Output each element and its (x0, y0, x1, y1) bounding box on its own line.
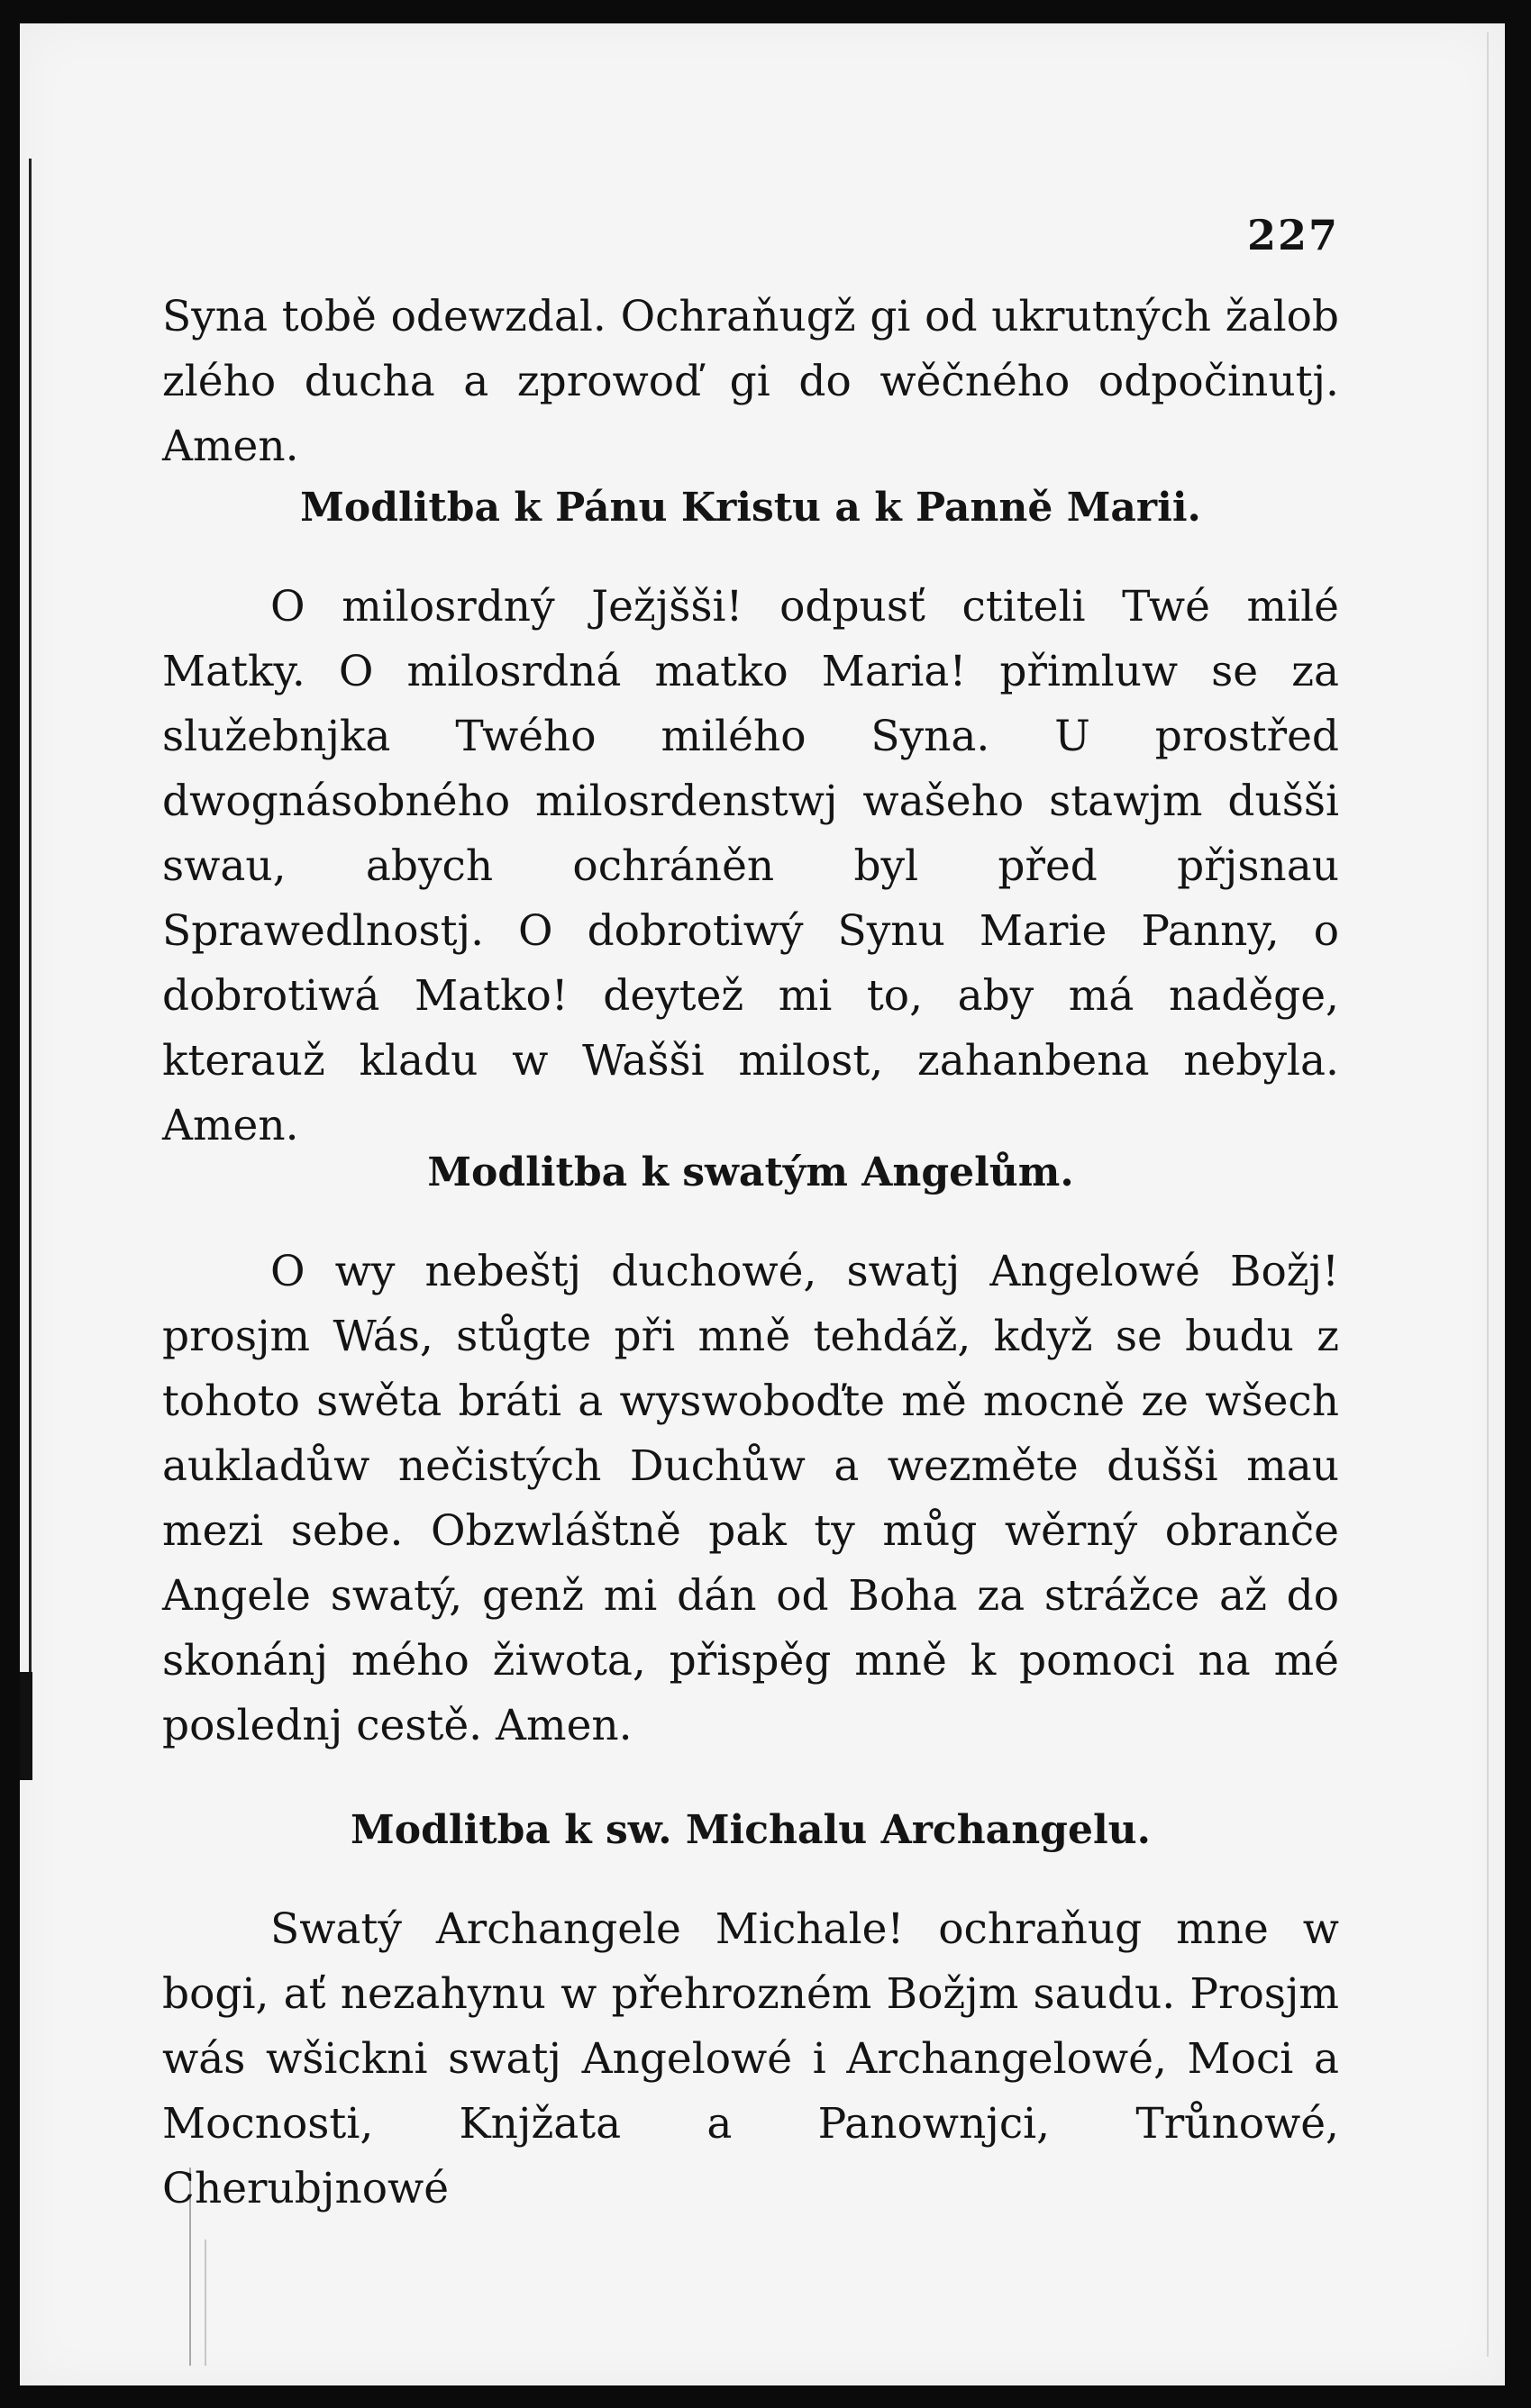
section-paragraph: O milosrdný Ježjšši! odpusť ctiteli Twé milé Matky. O milosrdná matko Maria! přimluw se za služebnjka Twého milého Syna. U prostřed dwognásobného milosrdenstwj wašeho stawjm dušši swau, abych ochráněn byl před přjsnau Sprawedlnostj. O dobrotiwý Synu Marie Panny, o dobrotiwá Matko! deytež mi to, aby má naděge, kterauž kladu w Wašši milost, zahanbena nebyla. Amen. (162, 582, 1339, 1150)
section-paragraph: Swatý Archangele Michale! ochraňug mne w bogi, ať nezahynu w přehrozném Božjm saudu. Prosjm wás wšickni swatj Angelowé i Archangelowé, Moci a Mocnosti, Knjžata a Panownjci, Trůnowé, Cherubjnowé (162, 1904, 1339, 2213)
page-number: 227 (1246, 211, 1339, 259)
section-heading: Modlitba k swatým Angelům. (427, 1149, 1074, 1195)
margin-mark (205, 2240, 206, 2366)
section-paragraph: O wy nebeštj duchowé, swatj Angelowé Božj! prosjm Wás, stůgte při mně tehdáž, když se budu z tohoto swěta bráti a wyswoboďte mě mocně ze wšech aukladůw nečistých Duchůw a wezměte dušši mau mezi sebe. Obzwláštně pak ty můg wěrný obranče Angele swatý, genž mi dán od Boha za strážce až do skonánj mého žiwota, přispěg mně k pomoci na mé poslednj cestě. Amen. (162, 1247, 1339, 1750)
binding-shadow (20, 1672, 32, 1780)
section-heading: Modlitba k sw. Michalu Archangelu. (351, 1807, 1151, 1853)
continuation-paragraph: Syna tobě odewzdal. Ochraňugž gi od ukrutných žalob zlého ducha a zprowoď gi do wěčného odpočinutj. Amen. (162, 292, 1339, 471)
section-heading: Modlitba k Pánu Kristu a k Panně Marii. (300, 485, 1201, 531)
book-page (20, 23, 1505, 2385)
binding-edge (29, 159, 32, 1735)
page-edge (1487, 32, 1489, 2357)
